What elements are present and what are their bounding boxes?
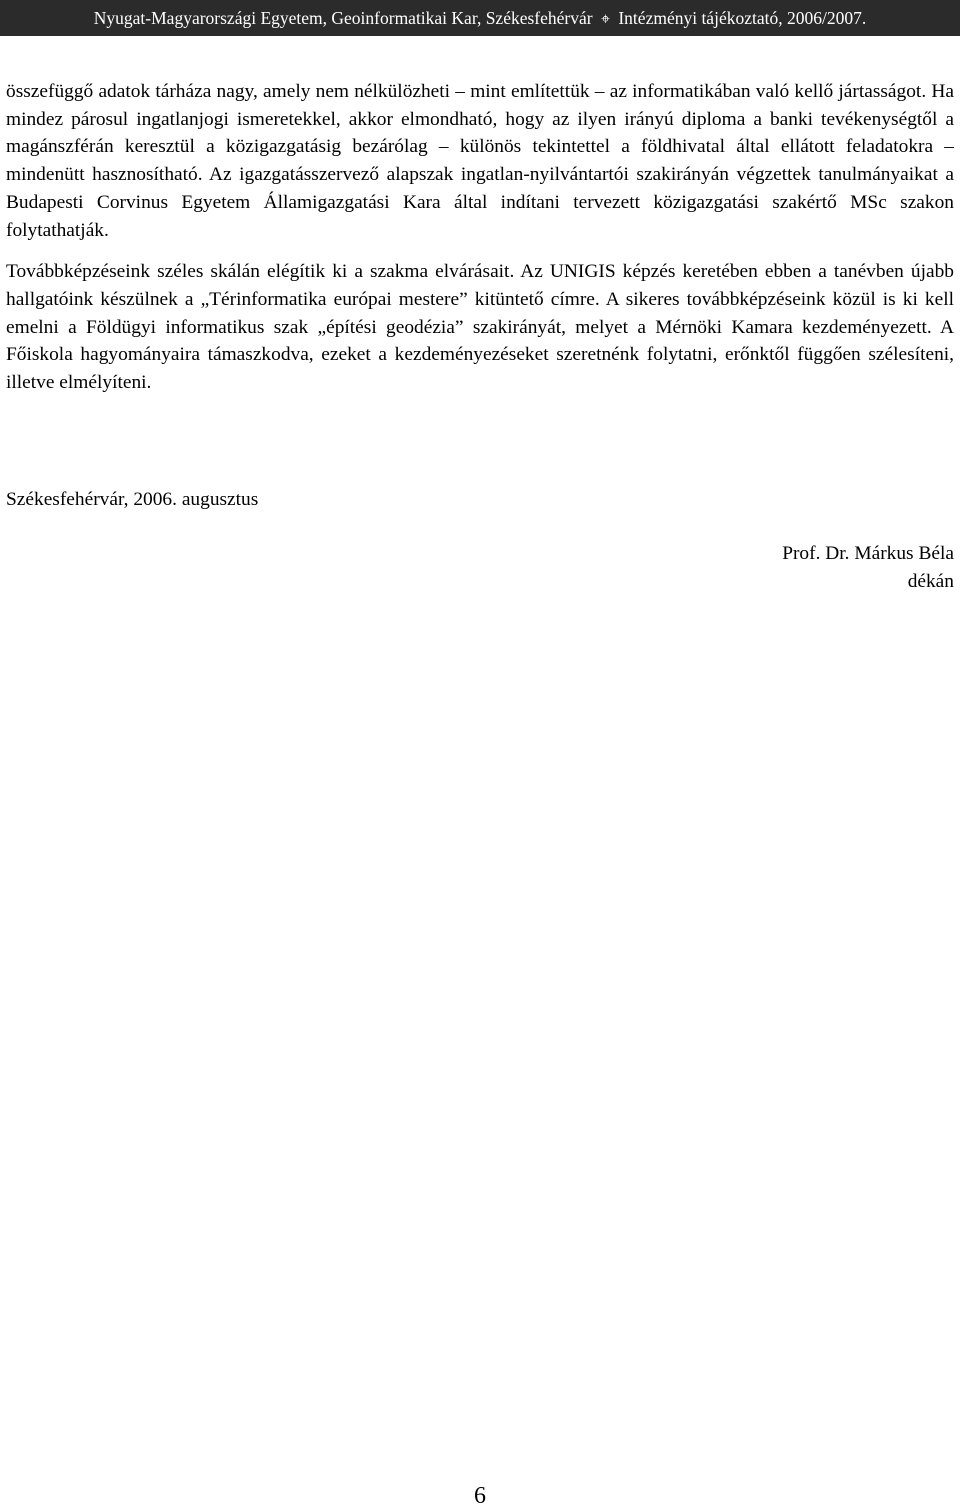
header-institution: Nyugat-Magyarországi Egyetem, Geoinformatikai Kar, Székesfehérvár	[93, 8, 593, 28]
paragraph: Továbbképzéseink széles skálán elégítik ki a szakma elvárásait. Az UNIGIS képzés keretében ebben a tanévben újabb hallgatóink készülnek a „Térinformatika európai mestere” kitüntető címre. A sikeres továbbképzéseink közül is ki kell emelni a Földügyi informatikus szak „építési geodézia” szakirányát, melyet a Mérnöki Kamara kezdeményezett. A Főiskola hagyományaira támaszkodva, ezeket a kezdeményezéseket szeretnénk folytatni, erőnktől függően szélesíteni, illetve elmélyíteni.	[6, 261, 954, 394]
signatory-title: dékán	[907, 570, 954, 592]
signature-block	[782, 540, 954, 595]
paragraph: összefüggő adatok tárháza nagy, amely nem nélkülözheti – mint említettük – az informatikában való kellő jártasságot. Ha mindez párosul ingatlanjogi ismeretekkel, akkor elmondható, hogy az ilyen irányú diploma a banki tevékenységtől a magánszférán keresztül a közigazgatásig bezárólag – különös tekintettel a földhivatal által ellátott feladatokra – mindenütt hasznosítható. Az igazgatásszervező alapszak ingatlan-nyilvántartói szakirányán végzettek tanulmányaikat a Budapesti Corvinus Egyetem Államigazgatási Kara által indítani tervezett közigazgatási szakértő MSc szakon folytathatják.	[6, 81, 954, 241]
signatory-name: Prof. Dr. Márkus Béla	[782, 543, 954, 564]
crosshair-icon: ⌖	[600, 11, 610, 28]
body-text	[6, 78, 954, 397]
page-number: 6	[474, 1483, 486, 1509]
header-publication: Intézményi tájékoztató, 2006/2007.	[618, 8, 867, 28]
page-header	[0, 0, 960, 36]
place-and-date: Székesfehérvár, 2006. augusztus	[6, 489, 259, 510]
